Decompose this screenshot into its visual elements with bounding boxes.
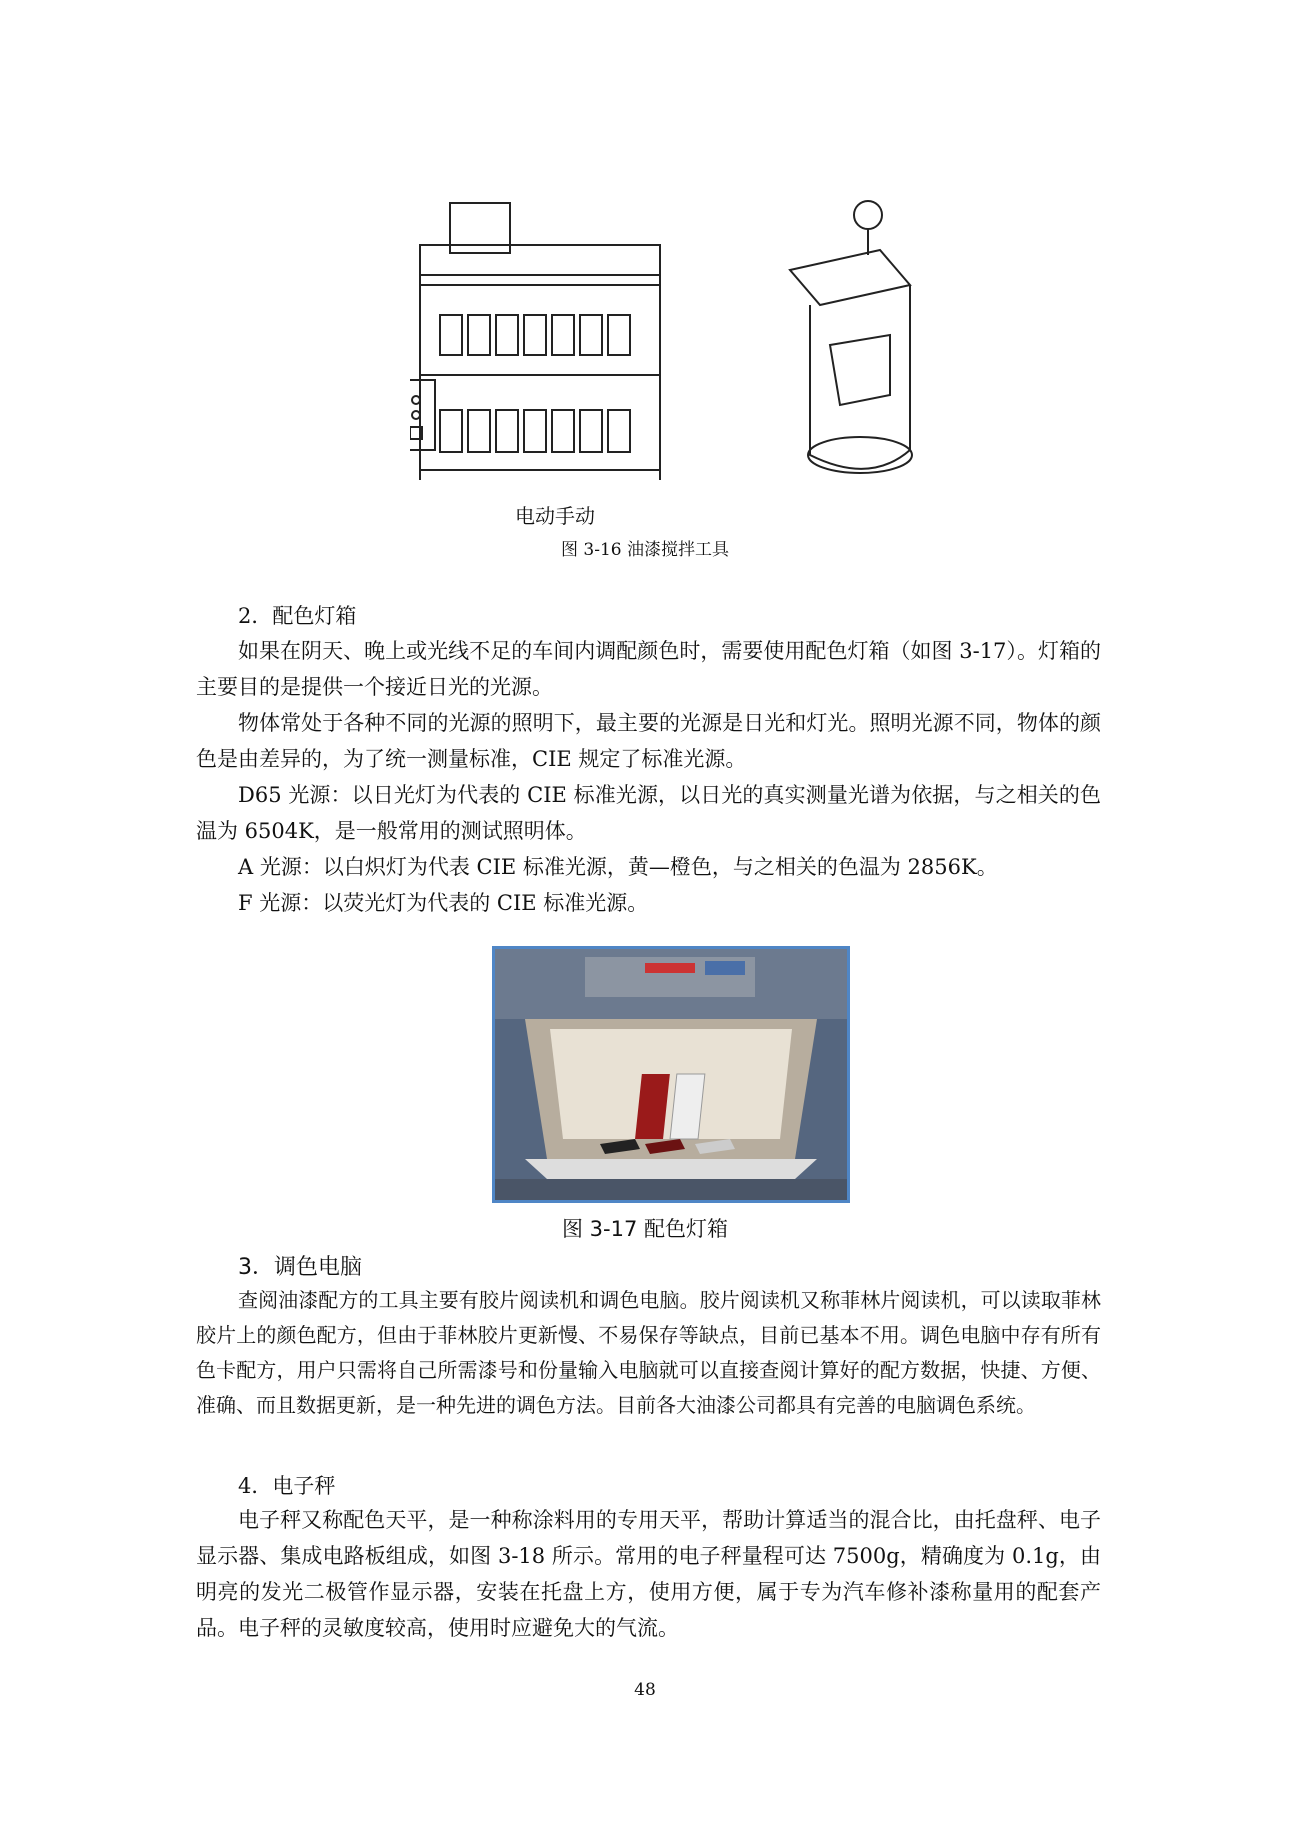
color-light-box-photo	[492, 946, 850, 1203]
section-heading-2: 2．配色灯箱	[238, 604, 357, 628]
paint-mixing-tool-drawing	[410, 195, 930, 485]
paragraph: D65 光源：以日光灯为代表的 CIE 标准光源，以日光的真实测量光谱为依据，与之相关的色温为 6504K，是一般常用的测试照明体。	[196, 783, 1101, 843]
figure-sub-caption: 电动手动	[515, 504, 595, 528]
page-number: 48	[634, 1680, 656, 1700]
paragraph: F 光源：以荧光灯为代表的 CIE 标准光源。	[238, 891, 649, 915]
section-heading-4: 4．电子秤	[238, 1474, 336, 1498]
paragraph: A 光源：以白炽灯为代表 CIE 标准光源，黄—橙色，与之相关的色温为 2856K。	[238, 855, 998, 879]
section-heading-3: 3．调色电脑	[238, 1255, 362, 1280]
paragraph: 物体常处于各种不同的光源的照明下，最主要的光源是日光和灯光。照明光源不同，物体的颜色是由差异的，为了统一测量标准，CIE 规定了标准光源。	[196, 711, 1101, 771]
paragraph: 电子秤又称配色天平，是一种称涂料用的专用天平，帮助计算适当的混合比，由托盘秤、电子显示器、集成电路板组成，如图 3-18 所示。常用的电子秤量程可达 7500g，精确度为 0.1g，由明亮的发光二极管作显示器，安装在托盘上方，使用方便，属于专为汽车修补漆称量用的配套产品。电子秤的灵敏度较高，使用时应避免大的气流。	[196, 1508, 1101, 1640]
paragraph: 查阅油漆配方的工具主要有胶片阅读机和调色电脑。胶片阅读机又称菲林片阅读机，可以读取菲林胶片上的颜色配方，但由于菲林胶片更新慢、不易保存等缺点，目前已基本不用。调色电脑中存有所有色卡配方，用户只需将自己所需漆号和份量输入电脑就可以直接查阅计算好的配方数据，快捷、方便、准确、而且数据更新，是一种先进的调色方法。目前各大油漆公司都具有完善的电脑调色系统。	[196, 1288, 1101, 1417]
figure-caption-3-16: 图 3-16 油漆搅拌工具	[561, 540, 729, 560]
figure-caption-3-17: 图 3-17 配色灯箱	[561, 1217, 728, 1241]
paragraph: 如果在阴天、晚上或光线不足的车间内调配颜色时，需要使用配色灯箱（如图 3-17）。灯箱的主要目的是提供一个接近日光的光源。	[196, 639, 1101, 699]
